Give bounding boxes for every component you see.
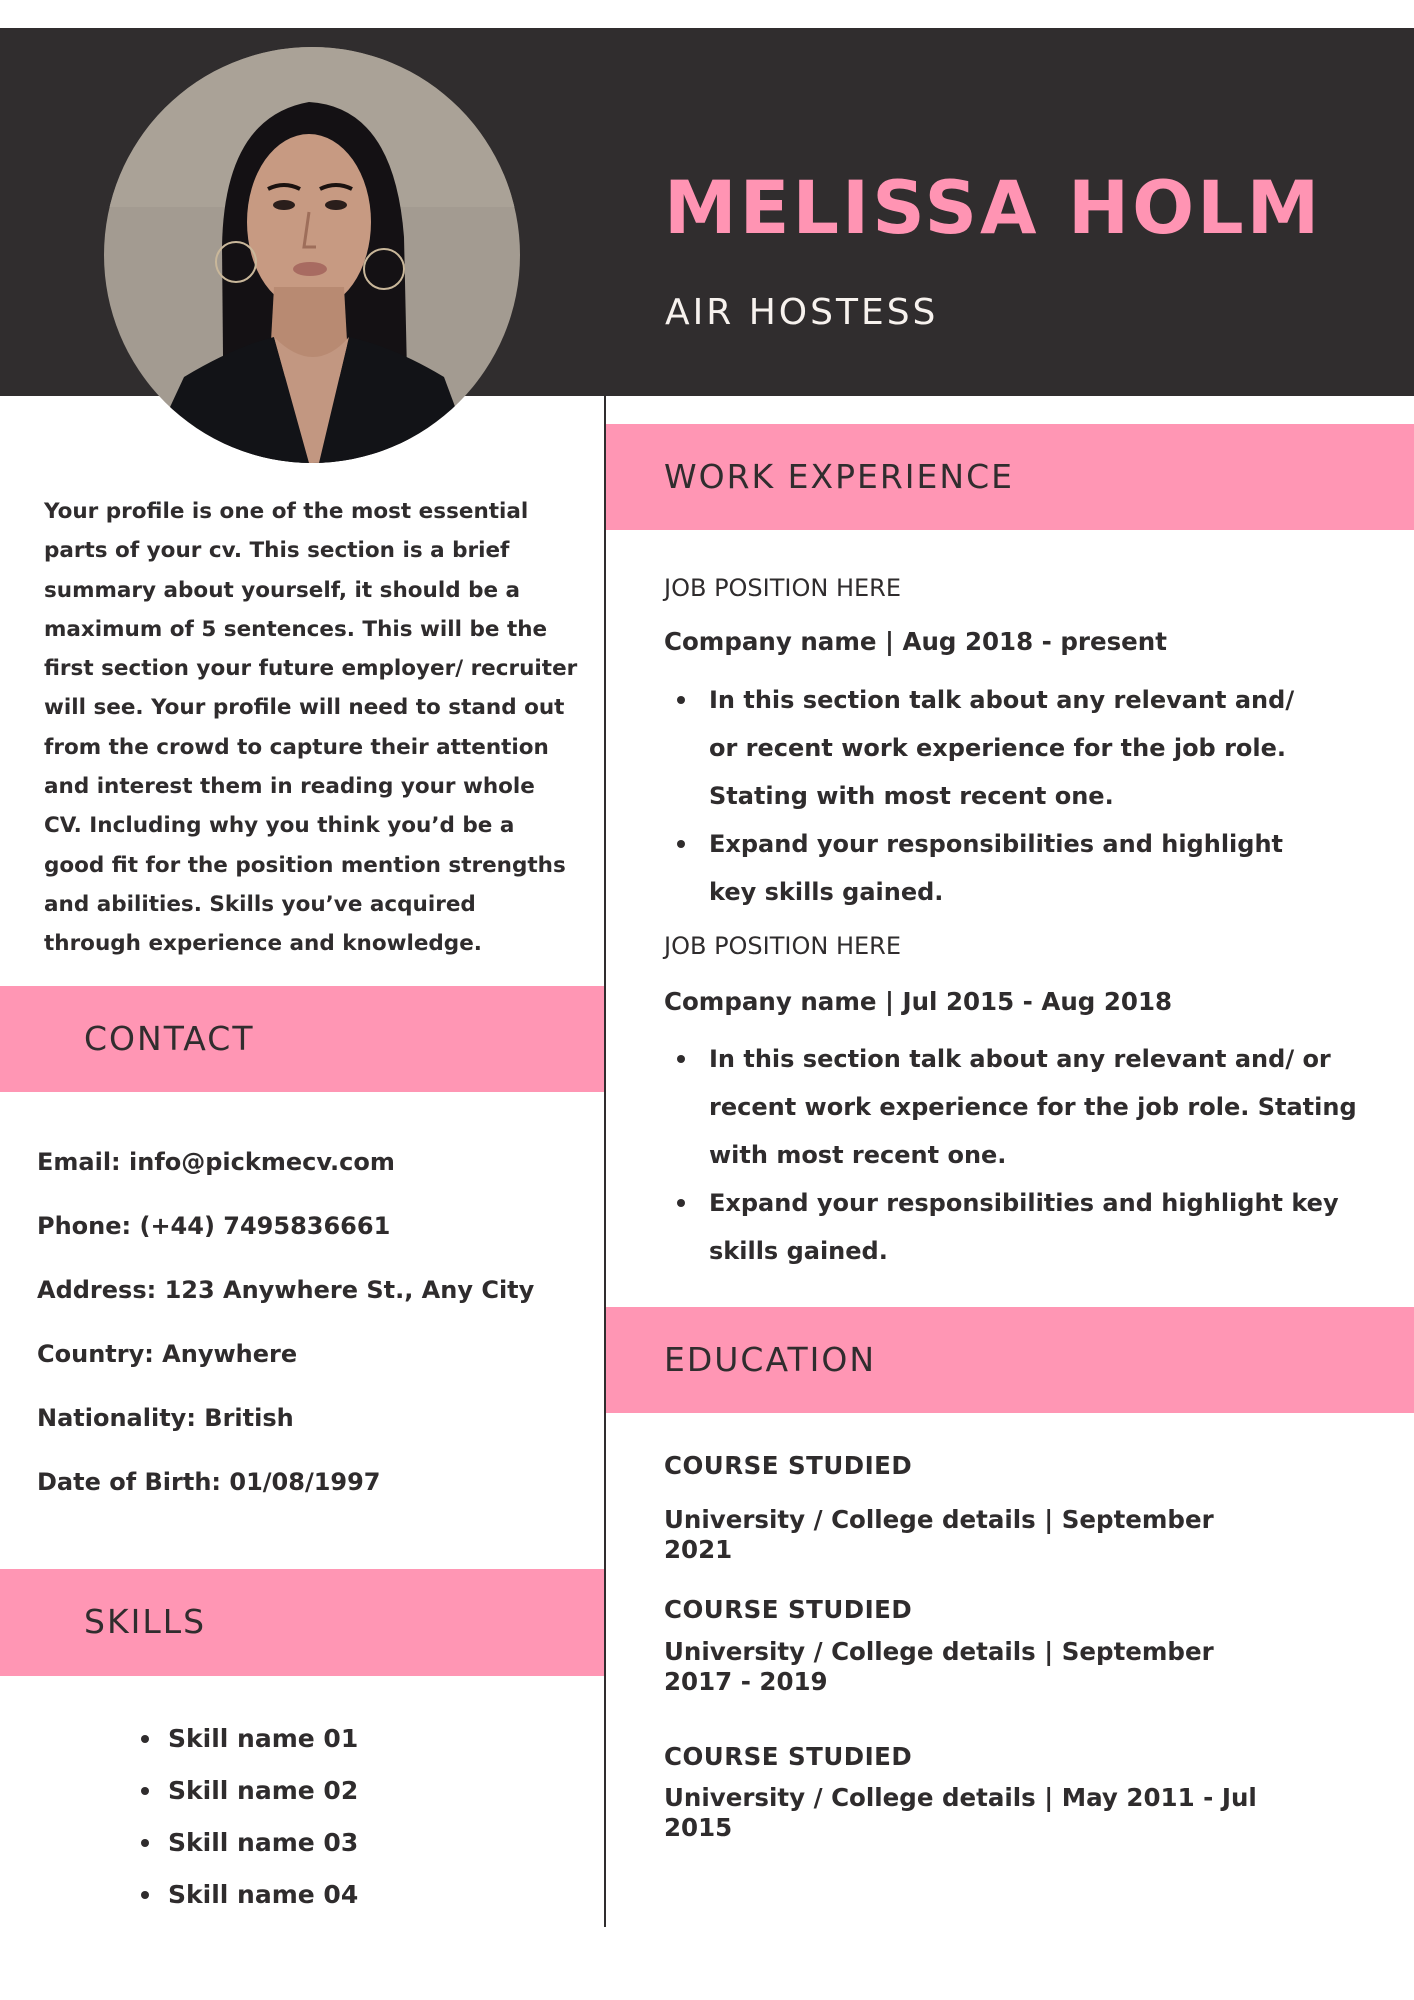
course-details: University / College details | September 2017 - 2019: [664, 1637, 1214, 1696]
skill-label: Skill name 04: [168, 1880, 359, 1909]
skill-item: [141, 1776, 358, 1828]
job-bullet-text: Expand your responsibilities and highlight key skills gained.: [709, 1189, 1339, 1265]
course-details: University / College details | September 2021: [664, 1505, 1214, 1564]
column-divider: [604, 396, 606, 1927]
work-experience-section-bar: [606, 424, 1414, 530]
education-heading: EDUCATION: [664, 1340, 877, 1379]
skill-label: Skill name 03: [168, 1828, 359, 1857]
job-position: JOB POSITION HERE: [664, 574, 901, 602]
candidate-name: MELISSA HOLM: [664, 166, 1323, 251]
contact-dob: Date of Birth: 01/08/1997: [37, 1468, 381, 1496]
job-bullet-text: Expand your responsibilities and highlight key skills gained.: [709, 830, 1284, 906]
bullet-icon: [141, 1891, 149, 1899]
bullet-icon: [141, 1787, 149, 1795]
skill-item: [141, 1880, 358, 1932]
bullet-icon: [141, 1839, 149, 1847]
course-title: COURSE STUDIED: [664, 1595, 913, 1624]
contact-email: Email: info@pickmecv.com: [37, 1148, 395, 1176]
job-bullets: [676, 1035, 1396, 1275]
bullet-icon: [677, 840, 685, 848]
contact-country: Country: Anywhere: [37, 1340, 298, 1368]
course-details: University / College details | May 2011 - Jul 2015: [664, 1783, 1257, 1842]
bullet-icon: [677, 1055, 685, 1063]
job-company-dates: Company name | Aug 2018 - present: [664, 627, 1167, 656]
job-bullet-text: In this section talk about any relevant and/ or recent work experience for the job role. Stating with most recent one.: [709, 1045, 1357, 1169]
work-experience-heading: WORK EXPERIENCE: [664, 457, 1014, 496]
course-title: COURSE STUDIED: [664, 1451, 913, 1480]
portrait-image: [104, 47, 520, 463]
contact-phone: Phone: (+44) 7495836661: [37, 1212, 391, 1240]
profile-photo: [104, 47, 520, 463]
bullet-icon: [677, 696, 685, 704]
bullet-icon: [141, 1735, 149, 1743]
skill-item: [141, 1724, 358, 1776]
job-bullet: [676, 1035, 1396, 1179]
job-bullet-text: In this section talk about any relevant and/ or recent work experience for the job role. Stating with most recent one.: [709, 686, 1295, 810]
job-company-dates: Company name | Jul 2015 - Aug 2018: [664, 987, 1173, 1016]
skill-label: Skill name 02: [168, 1776, 359, 1805]
job-bullet: [676, 1179, 1396, 1275]
contact-nationality: Nationality: British: [37, 1404, 294, 1432]
job-position: JOB POSITION HERE: [664, 932, 901, 960]
skill-label: Skill name 01: [168, 1724, 359, 1753]
bullet-icon: [677, 1199, 685, 1207]
skills-heading: SKILLS: [84, 1602, 207, 1641]
contact-address: Address: 123 Anywhere St., Any City: [37, 1276, 535, 1304]
job-title: AIR HOSTESS: [665, 292, 939, 333]
education-section-bar: [606, 1307, 1414, 1413]
skills-list: [141, 1724, 358, 1932]
skills-section-bar: [0, 1569, 604, 1676]
job-bullet: [676, 820, 1326, 916]
profile-summary: Your profile is one of the most essential parts of your cv. This section is a brief summary about yourself, it should be a maximum of 5 sentences. This will be the first section your future employer/ recruiter will see. Your profile will need to stand out from the crowd to capture their attention and interest them in reading your whole CV. Including why you think you’d be a good fit for the position mention strengths and abilities. Skills you’ve acquired through experience and knowledge.: [44, 499, 578, 957]
job-bullets: [676, 676, 1326, 916]
contact-section-bar: [0, 986, 604, 1092]
contact-heading: CONTACT: [84, 1019, 255, 1058]
skill-item: [141, 1828, 358, 1880]
course-title: COURSE STUDIED: [664, 1742, 913, 1771]
job-bullet: [676, 676, 1326, 820]
